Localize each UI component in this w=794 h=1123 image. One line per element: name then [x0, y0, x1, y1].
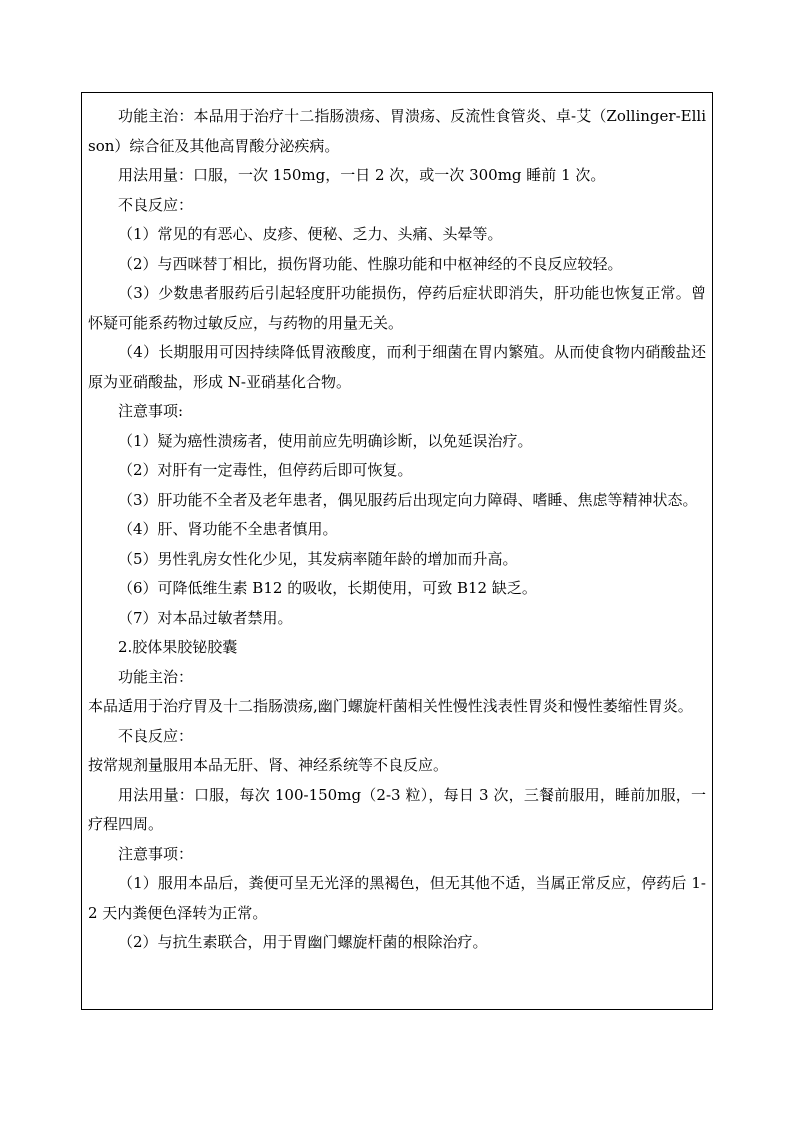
list-item: （5）男性乳房女性化少见，其发病率随年龄的增加而升高。	[118, 549, 518, 568]
list-item: （3）肝功能不全者及老年患者，偶见服药后出现定向力障碍、嗜睡、焦虑等精神状态。	[118, 490, 698, 509]
list-item: （3）少数患者服药后引起轻度肝功能损伤，停药后症状即消失，肝功能也恢复正常。曾怀疑可能系药物过敏反应，与药物的用量无关。	[88, 284, 706, 332]
document-body	[88, 102, 706, 958]
list-item: （2）与西咪替丁相比，损伤肾功能、性腺功能和中枢神经的不良反应较轻。	[118, 254, 623, 273]
list-item: （1）疑为癌性溃疡者，使用前应先明确诊断，以免延误治疗。	[118, 431, 533, 450]
list-item: （4）肝、肾功能不全患者慎用。	[118, 520, 338, 538]
list-item: （1）常见的有恶心、皮疹、便秘、乏力、头痛、头晕等。	[118, 225, 503, 243]
paragraph-dosage: 用法用量：口服，每次 100-150mg（2-3 粒），每日 3 次，三餐前服用，睡前加服，一疗程四周。	[88, 785, 706, 833]
heading-adverse-reactions: 不良反应：	[118, 726, 194, 745]
heading-precautions: 注意事项：	[118, 844, 194, 863]
paragraph-adverse-body: 按常规剂量服用本品无肝、肾、神经系统等不良反应。	[88, 756, 449, 774]
list-item: （6）可降低维生素 B12 的吸收，长期使用，可致 B12 缺乏。	[118, 579, 537, 597]
list-item: （2）与抗生素联合，用于胃幽门螺旋杆菌的根除治疗。	[118, 933, 488, 951]
list-item: （7）对本品过敏者禁用。	[118, 608, 293, 627]
list-item: （4）长期服用可因持续降低胃液酸度，而利于细菌在胃内繁殖。从而使食物内硝酸盐还原为亚硝酸盐，形成 N-亚硝基化合物。	[88, 343, 706, 391]
heading-adverse-reactions: 不良反应：	[118, 195, 194, 214]
list-item: （1）服用本品后，粪便可呈无光泽的黑褐色，但无其他不适，当属正常反应，停药后 1-2 天内粪便色泽转为正常。	[88, 874, 706, 922]
paragraph-indication: 功能主治：本品用于治疗十二指肠溃疡、胃溃疡、反流性食管炎、卓-艾（Zollinger-Ellison）综合征及其他高胃酸分泌疾病。	[88, 107, 706, 155]
paragraph-dosage: 用法用量：口服，一次 150mg，一日 2 次，或一次 300mg 睡前 1 次。	[118, 166, 606, 184]
section-heading-drug: 2.胶体果胶铋胶囊	[118, 638, 238, 656]
paragraph-indication-body: 本品适用于治疗胃及十二指肠溃疡,幽门螺旋杆菌相关性慢性浅表性胃炎和慢性萎缩性胃炎。	[88, 697, 693, 715]
list-item: （2）对肝有一定毒性，但停药后即可恢复。	[118, 461, 413, 479]
heading-indication: 功能主治：	[118, 667, 194, 686]
heading-precautions: 注意事项:	[118, 402, 184, 420]
